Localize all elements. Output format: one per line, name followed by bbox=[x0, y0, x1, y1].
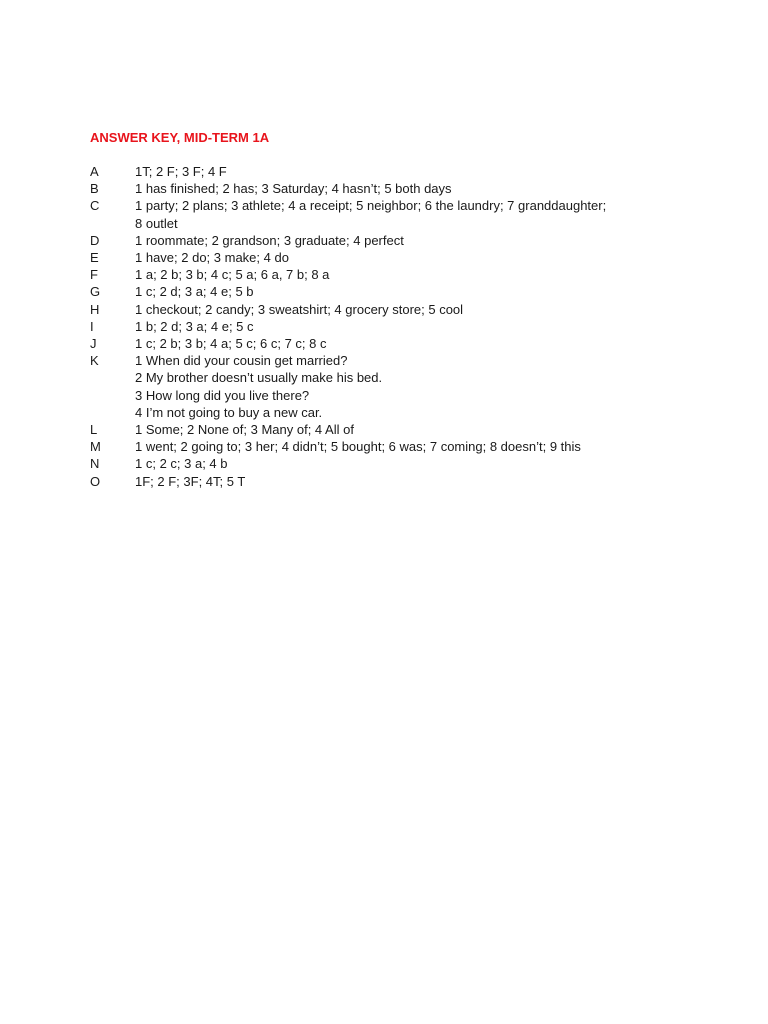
answer-line: 1 c; 2 c; 3 a; 4 b bbox=[135, 456, 228, 472]
answer-row bbox=[90, 318, 690, 335]
answer-section-letter: M bbox=[90, 439, 101, 455]
answer-line: 4 I’m not going to buy a new car. bbox=[135, 404, 323, 420]
answer-row bbox=[90, 283, 690, 300]
answer-text bbox=[135, 335, 690, 352]
answer-section-letter: O bbox=[90, 473, 101, 489]
answer-line: 1 has finished; 2 has; 3 Saturday; 4 hasn’t; 5 both days bbox=[135, 181, 452, 197]
answer-text bbox=[135, 473, 690, 490]
answer-section-letter: G bbox=[90, 284, 101, 300]
answer-line: 2 My brother doesn’t usually make his bed. bbox=[135, 370, 383, 386]
answer-line: 1T; 2 F; 3 F; 4 F bbox=[135, 164, 227, 179]
answer-line: 1 checkout; 2 candy; 3 sweatshirt; 4 grocery store; 5 cool bbox=[135, 301, 464, 317]
answer-line: 1 b; 2 d; 3 a; 4 e; 5 c bbox=[135, 318, 254, 334]
answer-section-letter: B bbox=[90, 181, 99, 197]
answer-row bbox=[90, 266, 690, 283]
answer-row bbox=[90, 163, 690, 180]
answer-row bbox=[90, 249, 690, 266]
answer-line: 1 When did your cousin get married? bbox=[135, 353, 348, 369]
answer-line: 3 How long did you live there? bbox=[135, 387, 310, 403]
answer-line: 1 have; 2 do; 3 make; 4 do bbox=[135, 250, 289, 266]
answer-line: 1F; 2 F; 3F; 4T; 5 T bbox=[135, 473, 246, 489]
answer-section-letter: F bbox=[90, 267, 98, 283]
answer-list bbox=[90, 163, 690, 490]
answer-text bbox=[135, 197, 690, 231]
answer-line: 1 c; 2 b; 3 b; 4 a; 5 c; 6 c; 7 c; 8 c bbox=[135, 336, 327, 352]
answer-section-letter: J bbox=[90, 336, 97, 352]
answer-section-letter: H bbox=[90, 301, 100, 317]
answer-row bbox=[90, 180, 690, 197]
answer-text bbox=[135, 249, 690, 266]
answer-text bbox=[135, 421, 690, 438]
answer-line: 1 went; 2 going to; 3 her; 4 didn’t; 5 bought; 6 was; 7 coming; 8 doesn’t; 9 this bbox=[135, 439, 581, 455]
answer-row bbox=[90, 352, 690, 421]
document-title: ANSWER KEY, MID-TERM 1A bbox=[90, 130, 270, 145]
answer-text bbox=[135, 438, 690, 455]
answer-text bbox=[135, 283, 690, 300]
answer-row bbox=[90, 197, 690, 231]
answer-row bbox=[90, 301, 690, 318]
answer-line: 8 outlet bbox=[135, 215, 178, 231]
answer-row bbox=[90, 335, 690, 352]
answer-text bbox=[135, 352, 690, 421]
answer-text bbox=[135, 318, 690, 335]
answer-section-letter: K bbox=[90, 353, 99, 369]
answer-section-letter: L bbox=[90, 422, 98, 438]
answer-line: 1 roommate; 2 grandson; 3 graduate; 4 perfect bbox=[135, 232, 404, 248]
answer-text bbox=[135, 232, 690, 249]
answer-line: 1 a; 2 b; 3 b; 4 c; 5 a; 6 a, 7 b; 8 a bbox=[135, 267, 330, 283]
answer-section-letter: E bbox=[90, 250, 99, 266]
answer-row bbox=[90, 455, 690, 472]
answer-row bbox=[90, 421, 690, 438]
answer-section-letter: A bbox=[90, 164, 99, 179]
answer-section-letter: I bbox=[90, 318, 94, 334]
answer-section-letter: C bbox=[90, 198, 100, 214]
answer-row bbox=[90, 473, 690, 490]
answer-line: 1 party; 2 plans; 3 athlete; 4 a receipt; 5 neighbor; 6 the laundry; 7 granddaughter; bbox=[135, 198, 607, 214]
answer-line: 1 Some; 2 None of; 3 Many of; 4 All of bbox=[135, 422, 354, 438]
answer-text bbox=[135, 266, 690, 283]
answer-text bbox=[135, 301, 690, 318]
answer-text bbox=[135, 180, 690, 197]
answer-section-letter: N bbox=[90, 456, 100, 472]
answer-row bbox=[90, 438, 690, 455]
answer-row bbox=[90, 232, 690, 249]
answer-text bbox=[135, 163, 690, 180]
answer-section-letter: D bbox=[90, 232, 100, 248]
answer-line: 1 c; 2 d; 3 a; 4 e; 5 b bbox=[135, 284, 254, 300]
answer-text bbox=[135, 455, 690, 472]
